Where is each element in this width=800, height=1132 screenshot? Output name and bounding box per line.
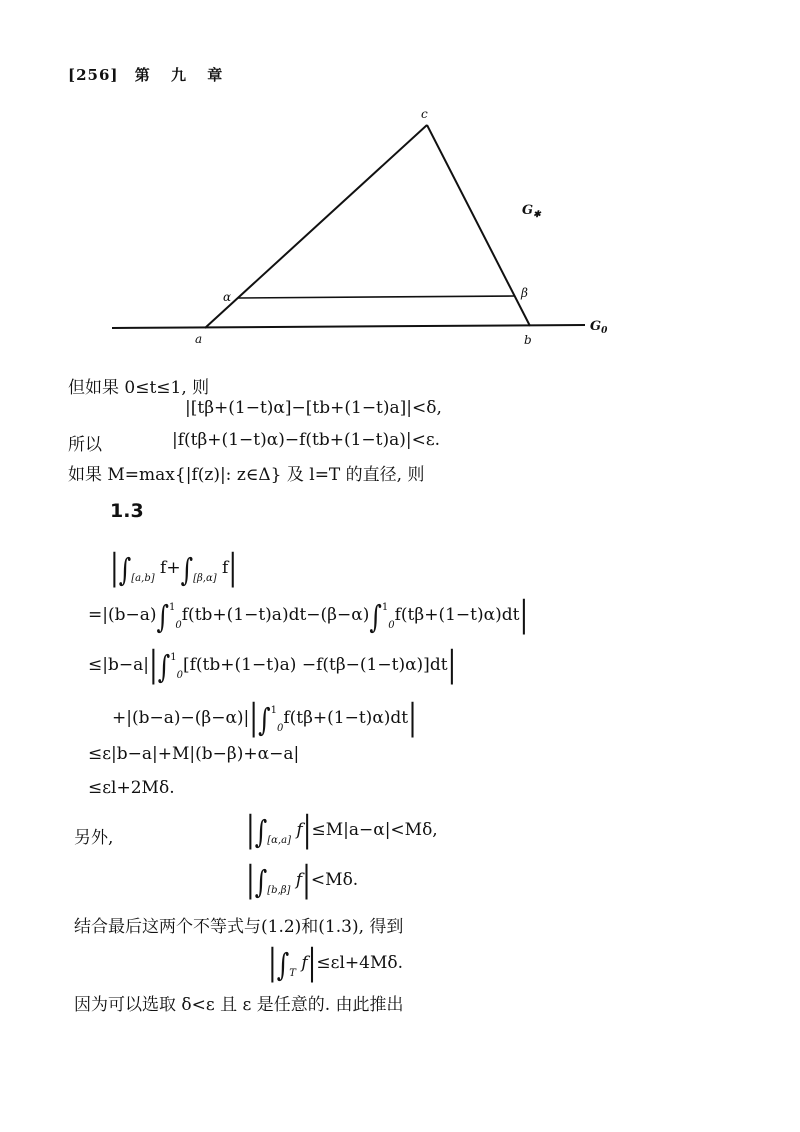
label-g-star: $G_✱$: [522, 203, 541, 220]
label-beta: β: [521, 286, 528, 300]
equation-2: |f(tβ+(1−t)α)−f(tb+(1−t)a)|<ε.: [172, 430, 441, 450]
page-number: [256]: [68, 66, 119, 84]
label-alpha: α: [223, 290, 232, 304]
derivation-line-5: ≤ε|b−a|+M|(b−β)+α−a|: [88, 744, 300, 764]
text-line-1: 但如果 0≤t≤1, 则: [68, 378, 210, 398]
derivation-line-6: ≤εl+2Mδ.: [88, 778, 175, 798]
label-a: a: [195, 332, 203, 346]
derivation-line-4: +|(b−a)−(β−α)||∫$^1_0$f(tβ+(1−t)α)dt|: [112, 697, 417, 739]
estimate-1: $|\int_{[\alpha,a]}$ f|≤M|a−α|<Mδ,: [246, 809, 438, 851]
derivation-line-2: =|(b−a)∫$^1_0$f(tb+(1−t)a)dt−(β−α)∫$^1_0$f(tβ+(1−t)α)dt|: [88, 594, 529, 636]
final-estimate: $|\int_T$ f|≤εl+4Mδ.: [268, 942, 404, 984]
text-suoyi: 所以: [68, 435, 102, 455]
label-g0: $G_0$: [590, 319, 608, 336]
derivation-line-3: ≤|b−a||∫$^1_0$[f(tb+(1−t)a) −f(tβ−(1−t)α)]dt|: [88, 644, 457, 686]
text-line-3: 如果 M=max{|f(z)|: z∈Δ} 及 l=T 的直径, 则: [68, 465, 425, 485]
triangle-figure: [0, 0, 800, 370]
section-number: 1.3: [110, 500, 144, 522]
label-c: c: [421, 107, 428, 121]
derivation-line-1: $|\int_{[a,b]}$ $f+\int_{[\beta,\alpha]}$ f|: [110, 547, 238, 589]
label-b: b: [524, 333, 532, 347]
text-combine: 结合最后这两个不等式与(1.2)和(1.3), 得到: [74, 917, 404, 937]
edge-alpha-beta: [238, 296, 514, 298]
text-last: 因为可以选取 δ<ε 且 ε 是任意的. 由此推出: [74, 995, 404, 1015]
axis-line-g0: [112, 325, 585, 328]
estimate-2: $|\int_{[b,\beta]}$ f|<Mδ.: [246, 859, 359, 901]
equation-1: |[tβ+(1−t)α]−[tb+(1−t)a]|<δ,: [185, 398, 442, 418]
text-lingwai: 另外,: [74, 828, 114, 848]
chapter-title: 第 九 章: [134, 66, 231, 84]
